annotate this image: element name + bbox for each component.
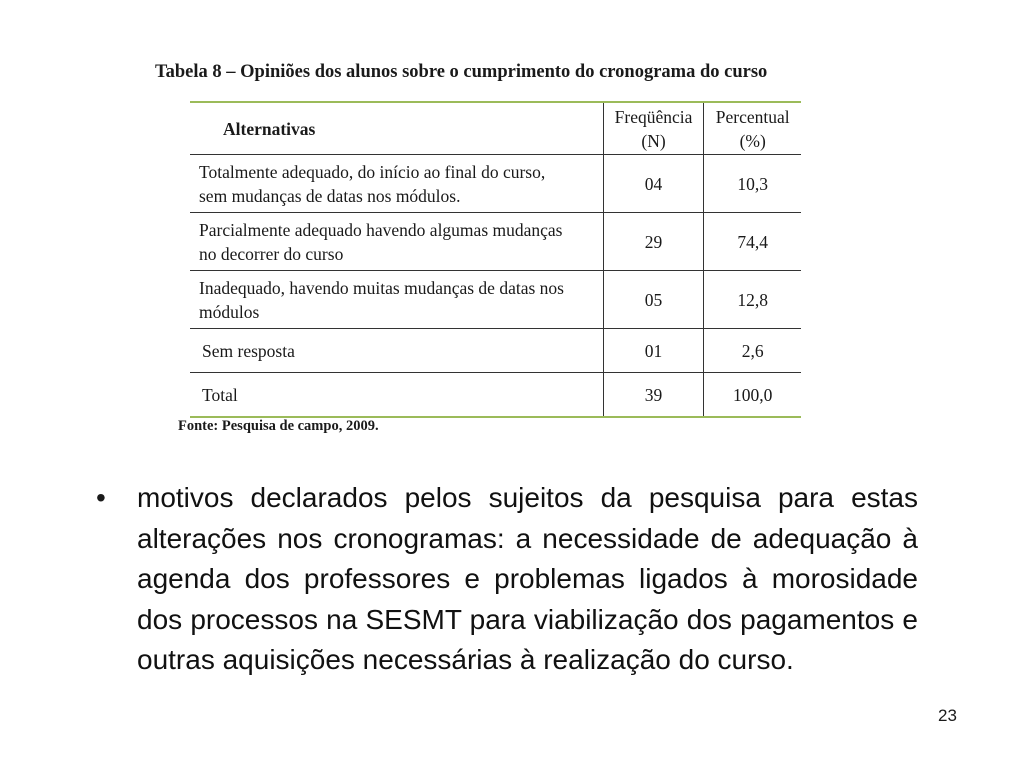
row-alternative-line: no decorrer do curso	[199, 243, 344, 264]
header-percent-line1: Percentual	[715, 106, 790, 127]
row-alternative-line: Inadequado, havendo muitas mudanças de datas nos	[199, 277, 564, 298]
header-alternatives: Alternativas	[190, 102, 603, 155]
table-header-row	[190, 102, 801, 155]
row-alternative: Sem resposta	[190, 329, 603, 373]
row-percent: 100,0	[704, 373, 801, 418]
row-percent: 2,6	[704, 329, 801, 373]
table-row	[190, 329, 801, 373]
row-frequency: 04	[603, 155, 704, 213]
row-alternative	[190, 271, 603, 329]
table-row	[190, 213, 801, 271]
row-alternative-line: módulos	[199, 301, 260, 322]
row-frequency: 05	[603, 271, 704, 329]
header-frequency-line1: Freqüência	[614, 106, 693, 127]
bullet-marker: •	[96, 482, 106, 513]
bullet-item	[96, 478, 918, 681]
row-alternative	[190, 155, 603, 213]
row-alternative: Total	[202, 384, 238, 405]
row-percent: 12,8	[704, 271, 801, 329]
page-number: 23	[938, 706, 957, 725]
table-row	[190, 155, 801, 213]
row-alternative-line: Parcialmente adequado havendo algumas mudanças	[199, 219, 563, 240]
opinions-table	[190, 101, 801, 418]
header-frequency	[603, 102, 704, 155]
row-alternative-line: Totalmente adequado, do início ao final do curso,	[199, 161, 546, 182]
row-percent: 74,4	[704, 213, 801, 271]
header-frequency-line2: (N)	[641, 130, 666, 151]
row-percent: 10,3	[704, 155, 801, 213]
header-percent-line2: (%)	[739, 130, 766, 151]
header-percent	[704, 102, 801, 155]
table-row	[190, 271, 801, 329]
row-alternative	[190, 213, 603, 271]
bullet-text: motivos declarados pelos sujeitos da pesquisa para estas alterações nos cronogramas: a necessidade de adequação à agenda dos professores e problemas ligados à morosidade dos processos na SESMT para viabilização dos pagamentos e outras aquisições necessárias à realização do curso.	[137, 482, 918, 675]
row-frequency: 39	[603, 373, 704, 418]
row-alternative-line: sem mudanças de datas nos módulos.	[199, 185, 461, 206]
row-frequency: 01	[603, 329, 704, 373]
row-frequency: 29	[603, 213, 704, 271]
table-source: Fonte: Pesquisa de campo, 2009.	[178, 418, 379, 434]
table-total-row	[190, 373, 801, 418]
table-title: Tabela 8 – Opiniões dos alunos sobre o cumprimento do cronograma do curso	[155, 62, 768, 82]
